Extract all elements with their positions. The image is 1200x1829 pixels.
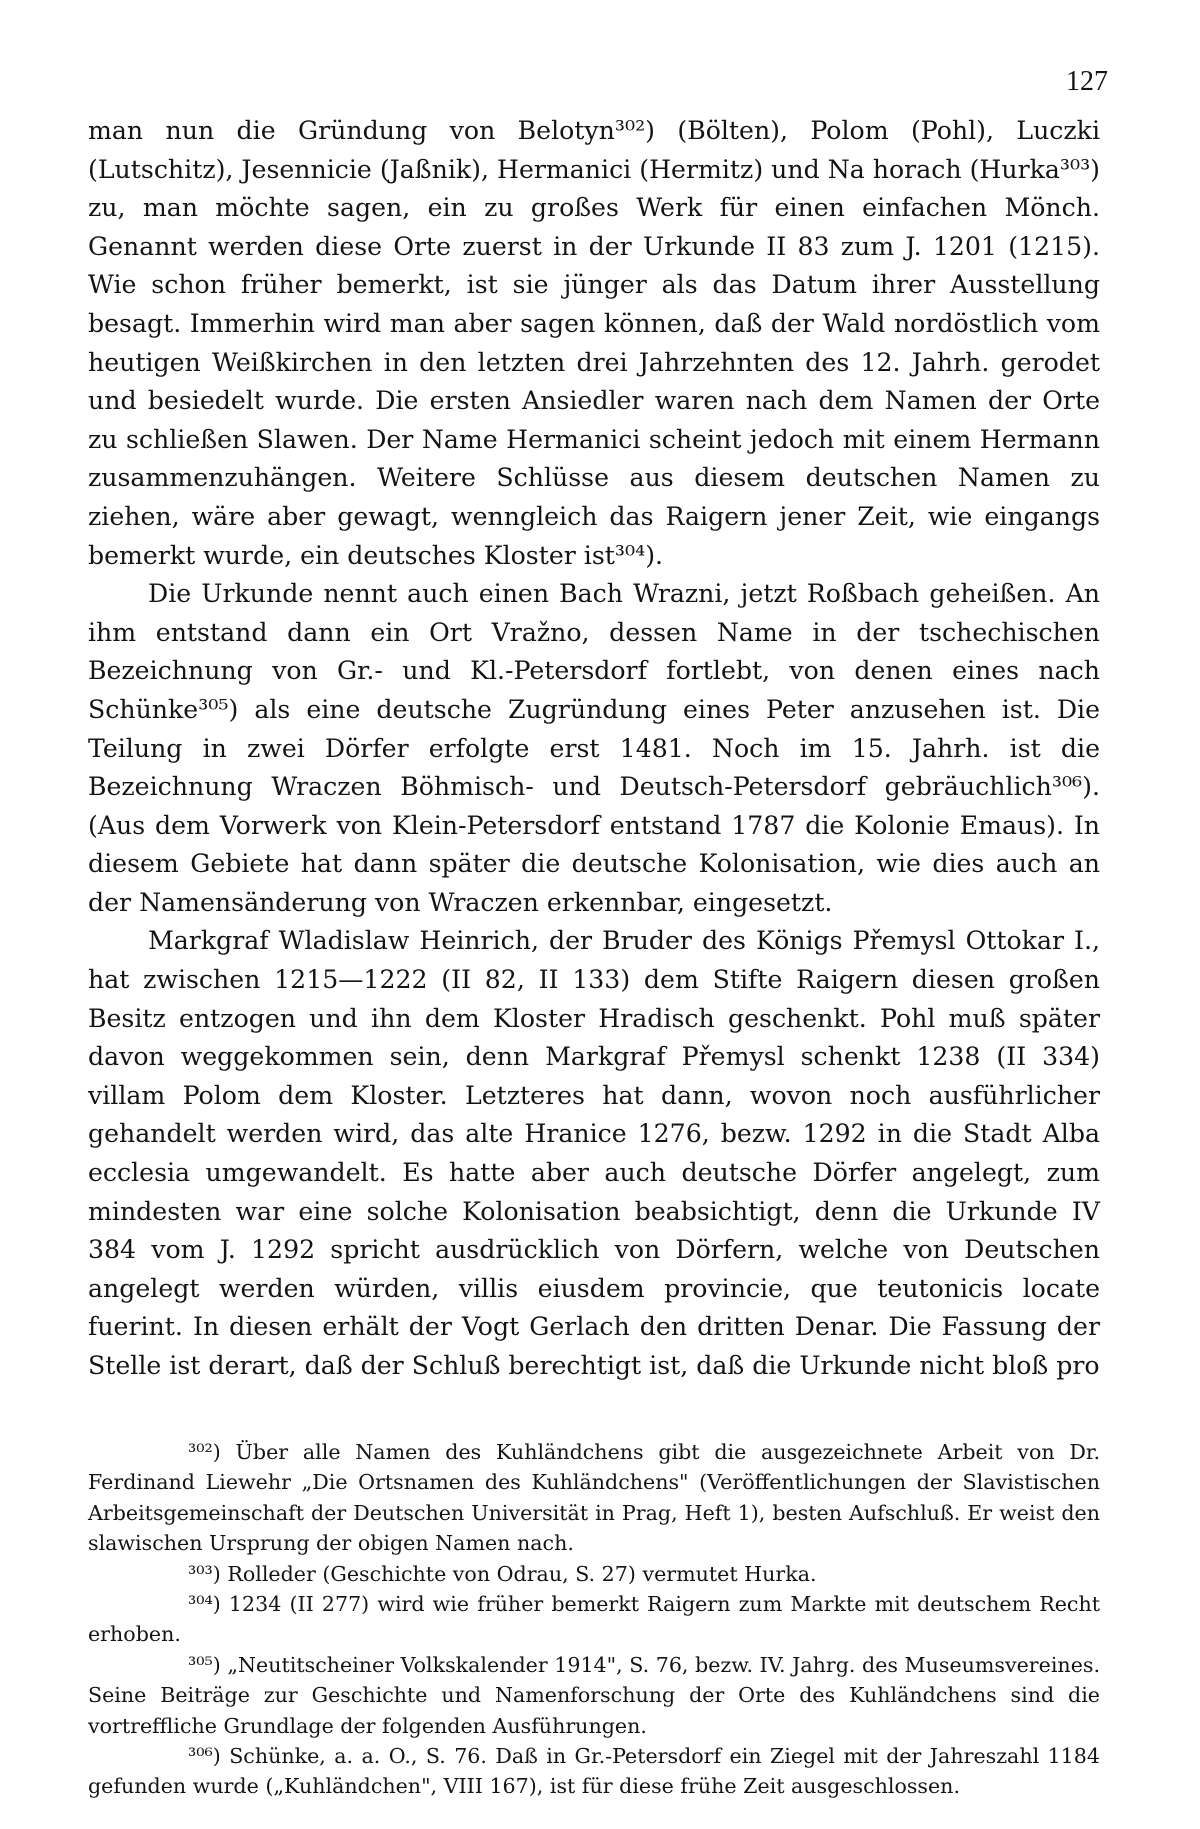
paragraph: Die Urkunde nennt auch einen Bach Wrazni, jetzt Roßbach geheißen. An ihm entstand dann ein Ort Vražno, dessen Name in der tschechischen Bezeichnung von Gr.- und Kl.-Petersdorf fortlebt, von denen eines nach Schünke³⁰⁵) als eine deutsche Zugründung eines Peter anzusehen ist. Die Teilung in zwei Dörfer erfolgte erst 1481. Noch im 15. Jahrh. ist die Bezeichnung Wraczen Böhmisch- und Deutsch-Petersdorf gebräuchlich³⁰⁶). (Aus dem Vorwerk von Klein-Petersdorf entstand 1787 die Kolonie Emaus). In diesem Gebiete hat dann später die deutsche Kolonisation, wie dies auch an der Namensänderung von Wraczen erkennbar, eingesetzt.	[88, 579, 1100, 917]
main-text	[88, 112, 1100, 1386]
paragraph: man nun die Gründung von Belotyn³⁰²) (Bölten), Polom (Pohl), Luczki (Lutschitz), Jesennicie (Jaßnik), Hermanici (Hermitz) und Na horach (Hurka³⁰³) zu, man möchte sagen, ein zu großes Werk für einen einfachen Mönch. Genannt werden diese Orte zuerst in der Urkunde II 83 zum J. 1201 (1215). Wie schon früher bemerkt, ist sie jünger als das Datum ihrer Ausstellung besagt. Immerhin wird man aber sagen können, daß der Wald nordöstlich vom heutigen Weißkirchen in den letzten drei Jahrzehnten des 12. Jahrh. gerodet und besiedelt wurde. Die ersten Ansiedler waren nach dem Namen der Orte zu schließen Slawen. Der Name Hermanici scheint jedoch mit einem Hermann zusammenzuhängen. Weitere Schlüsse aus diesem deutschen Namen zu ziehen, wäre aber gewagt, wenngleich das Raigern jener Zeit, wie eingangs bemerkt wurde, ein deutsches Kloster ist³⁰⁴).	[88, 116, 1101, 570]
paragraph: Markgraf Wladislaw Heinrich, der Bruder des Königs Přemysl Ottokar I., hat zwischen 1215—1222 (II 82, II 133) dem Stifte Raigern diesen großen Besitz entzogen und ihn dem Kloster Hradisch geschenkt. Pohl muß später davon weggekommen sein, denn Markgraf Přemysl schenkt 1238 (II 334) villam Polom dem Kloster. Letzteres hat dann, wovon noch ausführlicher gehandelt werden wird, das alte Hranice 1276, bezw. 1292 in die Stadt Alba ecclesia umgewandelt. Es hatte aber auch deutsche Dörfer angelegt, zum mindesten war eine solche Kolonisation beabsichtigt, denn die Urkunde IV 384 vom J. 1292 spricht ausdrücklich von Dörfern, welche von Deutschen angelegt werden würden, villis eiusdem provincie, que teutonicis locate fuerint. In diesen erhält der Vogt Gerlach den dritten Denar. Die Fassung der Stelle ist derart, daß der Schluß berechtigt ist, daß die Urkunde nicht bloß pro	[88, 926, 1100, 1380]
footnote-302: ³⁰²) Über alle Namen des Kuhländchens gibt die ausgezeichnete Arbeit von Dr. Ferdinand Liewehr „Die Ortsnamen des Kuhländchens" (Veröffentlichungen der Slavistischen Arbeitsgemeinschaft der Deutschen Universität in Prag, Heft 1), besten Aufschluß. Er weist den slawischen Ursprung der obigen Namen nach.	[88, 1440, 1100, 1556]
footnote-306: ³⁰⁶) Schünke, a. a. O., S. 76. Daß in Gr.-Petersdorf ein Ziegel mit der Jahreszahl 1184 gefunden wurde („Kuhländchen", VIII 167), ist für diese frühe Zeit ausgeschlossen.	[88, 1744, 1100, 1799]
footnote-303: ³⁰³) Rolleder (Geschichte von Odrau, S. 27) vermutet Hurka.	[188, 1561, 817, 1586]
page-number: 127	[1066, 66, 1108, 97]
footnote-305: ³⁰⁵) „Neutitscheiner Volkskalender 1914", S. 76, bezw. IV. Jahrg. des Museumsvereines. Seine Beiträge zur Geschichte und Namenforschung der Orte des Kuhländchens sind die vortreffliche Grundlage der folgenden Ausführungen.	[88, 1652, 1100, 1738]
footnotes	[88, 1437, 1100, 1802]
footnote-304: ³⁰⁴) 1234 (II 277) wird wie früher bemerkt Raigern zum Markte mit deutschem Recht erhoben.	[88, 1592, 1100, 1647]
